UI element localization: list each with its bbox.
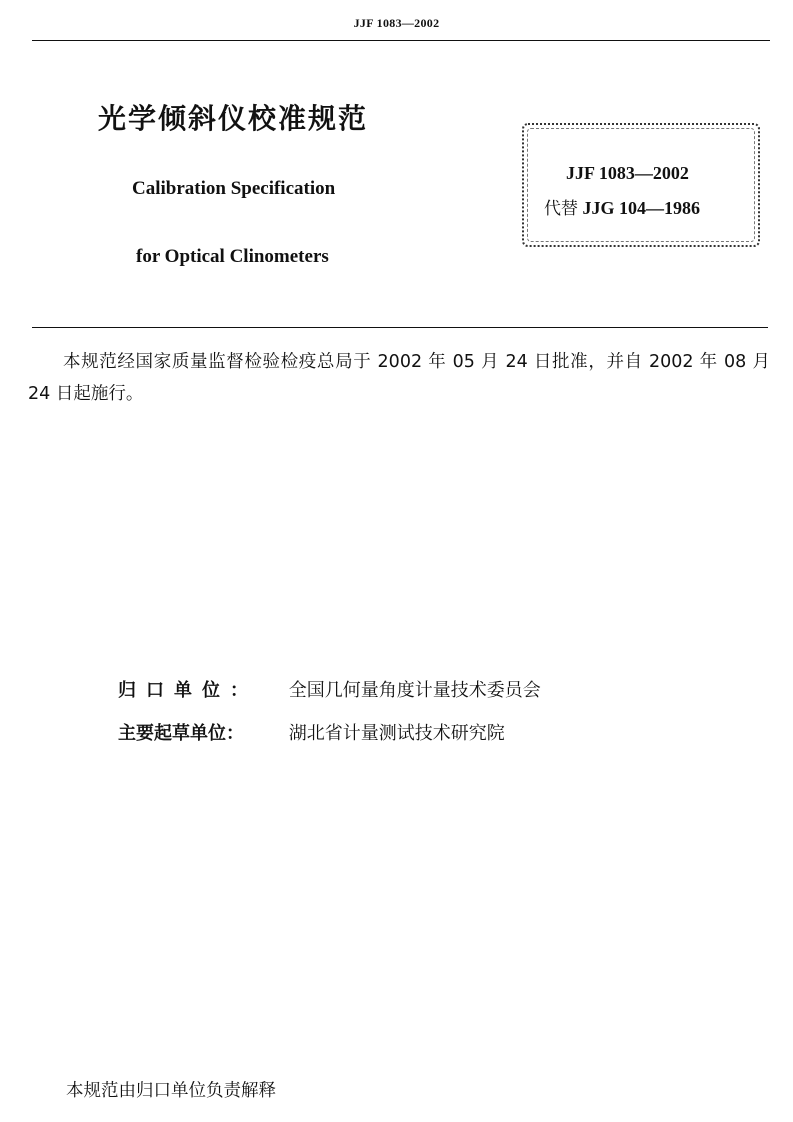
standard-code: JJF 1083—2002 bbox=[566, 163, 689, 183]
document-title-english-line2: for Optical Clinometers bbox=[136, 246, 329, 267]
interpretation-note: 本规范由归口单位负责解释 bbox=[66, 1081, 276, 1101]
responsible-unit-value: 全国几何量角度计量技术委员会 bbox=[288, 680, 541, 701]
header-rule bbox=[32, 40, 770, 41]
approval-statement: 本规范经国家质量监督检验检疫总局于 2002 年 05 月 24 日批准，并自 2002 年 08 月 24 日起施行。 bbox=[28, 352, 770, 404]
standard-code-box bbox=[522, 123, 760, 247]
replaces-label: 代替 bbox=[544, 199, 578, 219]
header-standard-code: JJF 1083—2002 bbox=[353, 16, 440, 30]
replaced-standard-code: JJG 104—1986 bbox=[582, 198, 701, 218]
drafting-unit-row bbox=[118, 719, 505, 745]
replaces-code-line bbox=[544, 194, 700, 219]
responsible-unit-label: 归口单位： bbox=[118, 680, 258, 701]
section-rule bbox=[32, 327, 768, 328]
document-title-english-line1: Calibration Specification bbox=[132, 178, 336, 199]
responsible-unit-row bbox=[118, 676, 541, 702]
drafting-unit-label: 主要起草单位： bbox=[118, 723, 244, 744]
drafting-unit-value: 湖北省计量测试技术研究院 bbox=[288, 723, 505, 744]
document-title-chinese: 光学倾斜仪校准规范 bbox=[98, 102, 369, 135]
